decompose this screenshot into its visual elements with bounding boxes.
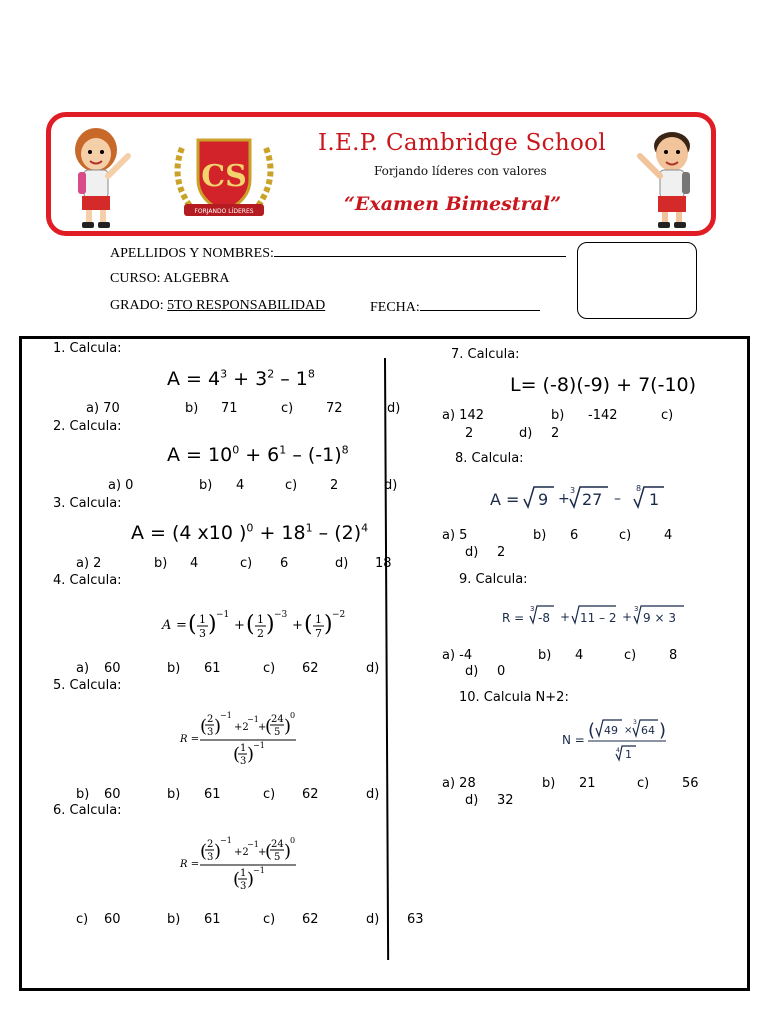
svg-text:−3: −3 [274, 610, 288, 620]
svg-text:+: + [258, 847, 267, 858]
svg-text:27: 27 [582, 490, 603, 509]
svg-text:R =: R = [180, 859, 200, 870]
q3-option-b-value[interactable]: 4 [190, 556, 199, 571]
svg-text:–: – [614, 491, 621, 507]
svg-text:): ) [659, 720, 667, 741]
q5-option-b-label[interactable]: b) [167, 787, 181, 802]
grade-value: 5TO RESPONSABILIDAD [167, 298, 326, 313]
svg-text:1: 1 [649, 490, 660, 509]
svg-text:3: 3 [240, 881, 247, 892]
svg-text:3: 3 [633, 719, 637, 726]
svg-text:): ) [324, 612, 333, 637]
q4-option-d-label[interactable]: d) [366, 661, 380, 676]
svg-text:A: A [162, 618, 172, 633]
svg-text:−1: −1 [253, 741, 265, 750]
q6-option-a-value[interactable]: 60 [104, 912, 121, 927]
svg-text:): ) [284, 841, 292, 862]
svg-text:49: 49 [604, 724, 618, 737]
svg-text:(: ( [233, 744, 241, 765]
svg-text:): ) [208, 612, 217, 637]
svg-text:+: + [258, 722, 267, 733]
svg-text:(: ( [188, 612, 197, 637]
q9-option-b-value[interactable]: 4 [575, 648, 584, 663]
svg-text:1: 1 [240, 868, 247, 879]
svg-text:2: 2 [257, 627, 264, 640]
svg-text:): ) [247, 869, 255, 890]
q3-option-a[interactable]: a) 2 [76, 556, 102, 571]
q1-option-a[interactable]: a) 70 [86, 401, 120, 416]
q2-prompt: 2. Calcula: [53, 419, 122, 434]
q4-option-c-label[interactable]: c) [263, 661, 276, 676]
photo-box [577, 242, 697, 319]
exam-title: “Examen Bimestral” [344, 193, 562, 215]
svg-text:-8: -8 [538, 611, 550, 625]
q2-option-b-label[interactable]: b) [199, 478, 213, 493]
q7-option-d-value[interactable]: 2 [551, 426, 560, 441]
q9-option-d-label[interactable]: d) [465, 664, 479, 679]
q5-option-d-label[interactable]: d) [366, 787, 380, 802]
q2-option-c-value[interactable]: 2 [330, 478, 339, 493]
girl-figure-image [62, 120, 142, 232]
q10-option-d-label[interactable]: d) [465, 793, 479, 808]
q9-option-d-value[interactable]: 0 [497, 664, 506, 679]
svg-text:×: × [624, 725, 633, 736]
q2-option-b-value[interactable]: 4 [236, 478, 245, 493]
svg-text:−2: −2 [332, 610, 346, 620]
svg-text:−1: −1 [247, 715, 259, 724]
svg-text:+: + [558, 491, 570, 507]
q7-option-c-value[interactable]: 2 [465, 426, 474, 441]
q10-option-b-label[interactable]: b) [542, 776, 556, 791]
q6-option-d-value[interactable]: 63 [407, 912, 424, 927]
date-label: FECHA: [370, 300, 420, 315]
q8-option-d-value[interactable]: 2 [497, 545, 506, 560]
svg-text:3: 3 [530, 605, 535, 613]
q6-option-b-value[interactable]: 61 [204, 912, 221, 927]
q8-option-b-value[interactable]: 6 [570, 528, 579, 543]
names-line [110, 244, 566, 262]
svg-text:=: = [176, 618, 187, 633]
date-line [370, 298, 540, 316]
svg-text:(: ( [265, 841, 273, 862]
svg-text:1: 1 [257, 613, 264, 626]
svg-text:+: + [292, 618, 303, 633]
q8-prompt: 8. Calcula: [455, 451, 524, 466]
q4-option-c-value[interactable]: 62 [302, 661, 319, 676]
q6-option-c-label[interactable]: c) [263, 912, 276, 927]
q10-option-b-value[interactable]: 21 [579, 776, 596, 791]
q9-math-expression [500, 602, 690, 630]
course-label: CURSO: [110, 271, 161, 286]
svg-text:+: + [560, 610, 571, 624]
q8-option-b-label[interactable]: b) [533, 528, 547, 543]
q1-option-c-label[interactable]: c) [281, 401, 294, 416]
svg-text:11 – 2: 11 – 2 [580, 611, 617, 625]
q8-option-c-value[interactable]: 4 [664, 528, 673, 543]
svg-text:0: 0 [290, 711, 296, 720]
svg-text:(: ( [246, 612, 255, 637]
svg-text:R =: R = [180, 734, 200, 745]
q7-option-d-label[interactable]: d) [519, 426, 533, 441]
svg-text:+: + [234, 618, 245, 633]
q1-option-d-label[interactable]: d) [387, 401, 401, 416]
grade-label: GRADO: [110, 298, 164, 313]
q1-equation: $A = 4^3 + 3^2 - 1^8$ [167, 367, 315, 390]
svg-text:8: 8 [636, 484, 642, 493]
q9-option-b-label[interactable]: b) [538, 648, 552, 663]
svg-text:5: 5 [274, 852, 281, 863]
svg-text:3: 3 [207, 727, 214, 738]
q6-math-expression [178, 833, 308, 895]
svg-text:3: 3 [240, 756, 247, 767]
q6-option-d-label[interactable]: d) [366, 912, 380, 927]
q6-option-a-label[interactable]: c) [76, 912, 89, 927]
svg-text:1: 1 [240, 743, 247, 754]
svg-text:7: 7 [315, 627, 322, 640]
svg-text:−1: −1 [220, 711, 232, 720]
school-motto: Forjando líderes con valores [374, 164, 547, 178]
svg-text:): ) [214, 716, 222, 737]
svg-text:): ) [266, 612, 275, 637]
svg-text:): ) [214, 841, 222, 862]
q7-option-a[interactable]: a) 142 [442, 408, 484, 423]
q8-option-c-label[interactable]: c) [619, 528, 632, 543]
logo-initials: CS [201, 159, 247, 194]
q7-option-b-label[interactable]: b) [551, 408, 565, 423]
svg-text:−1: −1 [247, 840, 259, 849]
q4-option-b-value[interactable]: 61 [204, 661, 221, 676]
svg-text:(: ( [304, 612, 313, 637]
svg-text:0: 0 [290, 836, 296, 845]
q8-option-d-label[interactable]: d) [465, 545, 479, 560]
svg-text:(: ( [233, 869, 241, 890]
q2-option-c-label[interactable]: c) [285, 478, 298, 493]
q3-option-c-value[interactable]: 6 [280, 556, 289, 571]
svg-text:2: 2 [207, 839, 214, 850]
svg-text:64: 64 [641, 724, 655, 737]
svg-text:9 × 3: 9 × 3 [643, 611, 676, 625]
q10-option-d-value[interactable]: 32 [497, 793, 514, 808]
q5-option-b-value[interactable]: 61 [204, 787, 221, 802]
q3-option-d-value[interactable]: 18 [375, 556, 392, 571]
q10-option-c-label[interactable]: c) [637, 776, 650, 791]
q3-option-b-label[interactable]: b) [154, 556, 168, 571]
q3-prompt: 3. Calcula: [53, 496, 122, 511]
q3-option-c-label[interactable]: c) [240, 556, 253, 571]
q7-equation: L= (-8)(-9) + 7(-10) [510, 374, 697, 396]
svg-text:): ) [284, 716, 292, 737]
school-logo-image [164, 128, 284, 224]
svg-text:9: 9 [538, 490, 549, 509]
names-blank-field[interactable] [274, 244, 566, 257]
svg-text:3: 3 [207, 852, 214, 863]
svg-text:R =: R = [502, 611, 525, 625]
svg-text:2: 2 [207, 714, 214, 725]
q1-option-c-value[interactable]: 72 [326, 401, 343, 416]
svg-text:24: 24 [271, 839, 284, 850]
svg-text:24: 24 [271, 714, 284, 725]
q4-math-expression [158, 604, 348, 644]
svg-text:(: ( [588, 720, 596, 741]
q10-option-a[interactable]: a) 28 [442, 776, 476, 791]
q4-prompt: 4. Calcula: [53, 573, 122, 588]
svg-text:3: 3 [634, 605, 639, 613]
q9-prompt: 9. Calcula: [459, 572, 528, 587]
svg-text:(: ( [200, 716, 208, 737]
q2-option-d-label[interactable]: d) [384, 478, 398, 493]
svg-text:1: 1 [625, 748, 632, 761]
q6-prompt: 6. Calcula: [53, 803, 122, 818]
q7-option-c-label[interactable]: c) [661, 408, 674, 423]
course-value: ALGEBRA [163, 271, 230, 286]
q9-option-c-label[interactable]: c) [624, 648, 637, 663]
svg-text:): ) [247, 744, 255, 765]
q3-equation: A = (4 x10 )$^0 + 18^1 - (2)^4$ [131, 521, 369, 544]
q4-option-a-label[interactable]: a) [76, 661, 90, 676]
q7-option-b-value[interactable]: -142 [588, 408, 618, 423]
q8-math-expression [486, 481, 686, 515]
q5-option-c-value[interactable]: 62 [302, 787, 319, 802]
q2-option-a[interactable]: a) 0 [108, 478, 134, 493]
q1-option-b-value[interactable]: 71 [221, 401, 238, 416]
date-blank-field[interactable] [420, 298, 540, 311]
q10-prompt: 10. Calcula N+2: [459, 690, 569, 705]
svg-text:4: 4 [616, 747, 620, 754]
q10-math-expression [560, 716, 680, 764]
svg-text:N =: N = [562, 733, 585, 747]
svg-text:(: ( [265, 716, 273, 737]
q7-prompt: 7. Calcula: [451, 347, 520, 362]
svg-text:+2: +2 [234, 847, 249, 858]
svg-text:+2: +2 [234, 722, 249, 733]
q1-prompt: 1. Calcula: [53, 341, 122, 356]
q10-option-c-value[interactable]: 56 [682, 776, 699, 791]
q4-option-a-value[interactable]: 60 [104, 661, 121, 676]
svg-text:+: + [622, 610, 633, 624]
svg-text:5: 5 [274, 727, 281, 738]
boy-figure-image [628, 120, 708, 232]
q5-option-c-label[interactable]: c) [263, 787, 276, 802]
q2-equation: $A = 10^0 + 6^1 - (-1)^8$ [167, 443, 349, 466]
school-name: I.E.P. Cambridge School [318, 130, 606, 156]
svg-text:3: 3 [199, 627, 206, 640]
q5-option-a-value[interactable]: 60 [104, 787, 121, 802]
logo-ribbon-text: FORJANDO LÍDERES [194, 208, 254, 215]
q5-prompt: 5. Calcula: [53, 678, 122, 693]
course-line [110, 271, 229, 287]
q6-option-c-value[interactable]: 62 [302, 912, 319, 927]
q9-option-c-value[interactable]: 8 [669, 648, 678, 663]
svg-text:1: 1 [199, 613, 206, 626]
q6-option-b-label[interactable]: b) [167, 912, 181, 927]
svg-text:3: 3 [570, 486, 576, 495]
q5-option-a-label[interactable]: b) [76, 787, 90, 802]
svg-text:−1: −1 [220, 836, 232, 845]
svg-text:(: ( [200, 841, 208, 862]
svg-text:A =: A = [490, 490, 520, 509]
svg-text:1: 1 [315, 613, 322, 626]
names-label: APELLIDOS Y NOMBRES: [110, 246, 274, 261]
svg-text:−1: −1 [216, 610, 230, 620]
svg-text:−1: −1 [253, 866, 265, 875]
q1-option-b-label[interactable]: b) [185, 401, 199, 416]
q5-math-expression [178, 708, 308, 770]
grade-line [110, 298, 325, 314]
q8-option-a[interactable]: a) 5 [442, 528, 468, 543]
q4-option-b-label[interactable]: b) [167, 661, 181, 676]
q3-option-d-label[interactable]: d) [335, 556, 349, 571]
q9-option-a[interactable]: a) -4 [442, 648, 473, 663]
